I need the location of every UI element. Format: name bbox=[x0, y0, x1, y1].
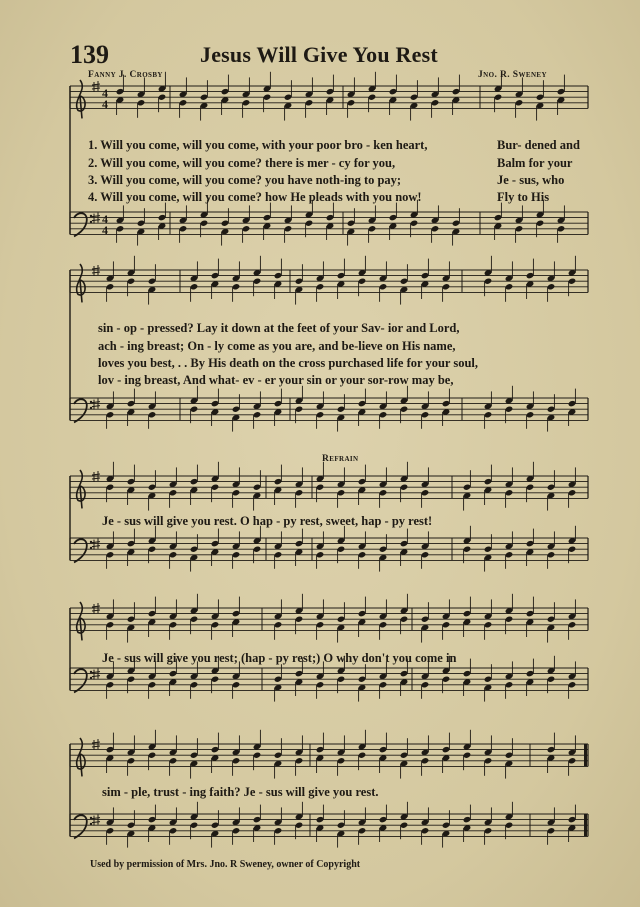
sharp-icon bbox=[92, 471, 100, 482]
verse-4-line-2: lov - ing breast, And what- ev - er your sin or your sor-row may be, bbox=[98, 373, 454, 387]
final-barline bbox=[584, 744, 587, 766]
time-signature-bottom: 4 bbox=[102, 97, 108, 111]
bass-clef-dot bbox=[90, 677, 92, 679]
final-barline bbox=[584, 814, 587, 836]
bass-clef-dot bbox=[90, 215, 92, 217]
verse-3-line-1-end: Je - sus, who bbox=[497, 173, 565, 187]
verse-2-line-1-end: Balm for your bbox=[497, 156, 573, 170]
bass-clef-dot bbox=[90, 823, 92, 825]
composer-credit: Jno. R. Sweney bbox=[478, 70, 547, 80]
verse-1-line-1: 1. Will you come, will you come, with your poor bro - ken heart, bbox=[88, 138, 428, 152]
sharp-icon bbox=[92, 399, 100, 410]
refrain-label: Refrain bbox=[322, 454, 359, 464]
bass-clef-dot bbox=[90, 401, 92, 403]
verse-4-line-1: 4. Will you come, will you come? how He pleads with you now! bbox=[88, 190, 422, 204]
sharp-icon bbox=[92, 539, 100, 550]
verse-4-line-1-end: Fly to His bbox=[497, 190, 550, 204]
author-credit: Fanny J. Crosby bbox=[88, 70, 163, 80]
verse-3-line-2: loves you best, . . By His death on the cross purchased life for your soul, bbox=[98, 356, 479, 370]
verse-1-line-2: sin - op - pressed? Lay it down at the feet of your Sav- ior and Lord, bbox=[98, 321, 460, 335]
sharp-icon bbox=[92, 739, 100, 750]
refrain-line-3: sim - ple, trust - ing faith? Je - sus will give you rest. bbox=[102, 785, 379, 799]
bass-clef-dot bbox=[90, 221, 92, 223]
bass-clef-icon bbox=[74, 213, 87, 236]
refrain-line-1: Je - sus will give you rest. O hap - py rest, sweet, hap - py rest! bbox=[102, 514, 433, 528]
hymn-title: Jesus Will Give You Rest bbox=[200, 42, 438, 67]
verse-1-line-1-end: Bur- dened and bbox=[497, 138, 580, 152]
sharp-icon bbox=[92, 669, 100, 680]
bass-clef-icon bbox=[74, 539, 87, 562]
bass-clef-icon bbox=[74, 815, 87, 838]
verse-3-line-1: 3. Will you come, will you come? you have noth-ing to pay; bbox=[88, 173, 402, 187]
sharp-icon bbox=[92, 603, 100, 614]
bass-clef-dot bbox=[90, 547, 92, 549]
sharp-icon bbox=[92, 815, 100, 826]
time-signature-top: 4 bbox=[102, 86, 108, 100]
sharp-icon bbox=[92, 265, 100, 276]
bass-clef-dot bbox=[90, 541, 92, 543]
bass-clef-dot bbox=[90, 671, 92, 673]
bass-clef-dot bbox=[90, 817, 92, 819]
sharp-icon bbox=[92, 213, 100, 224]
verse-2-line-2: ach - ing breast; On - ly come as you are, and be-lieve on His name, bbox=[98, 339, 456, 353]
verse-2-line-1: 2. Will you come, will you come? there is mer - cy for you, bbox=[88, 156, 396, 170]
bass-clef-icon bbox=[74, 669, 87, 692]
copyright-notice: Used by permission of Mrs. Jno. R Sweney, owner of Copyright bbox=[90, 859, 361, 870]
refrain-line-2: Je - sus will give you rest; (hap - py rest;) O why don't you come in bbox=[102, 651, 457, 665]
hymn-number: 139 bbox=[70, 40, 109, 69]
bass-clef-dot bbox=[90, 407, 92, 409]
bass-clef-icon bbox=[74, 399, 87, 422]
time-signature-bottom: 4 bbox=[102, 223, 108, 237]
sharp-icon bbox=[92, 81, 100, 92]
time-signature-top: 4 bbox=[102, 212, 108, 226]
